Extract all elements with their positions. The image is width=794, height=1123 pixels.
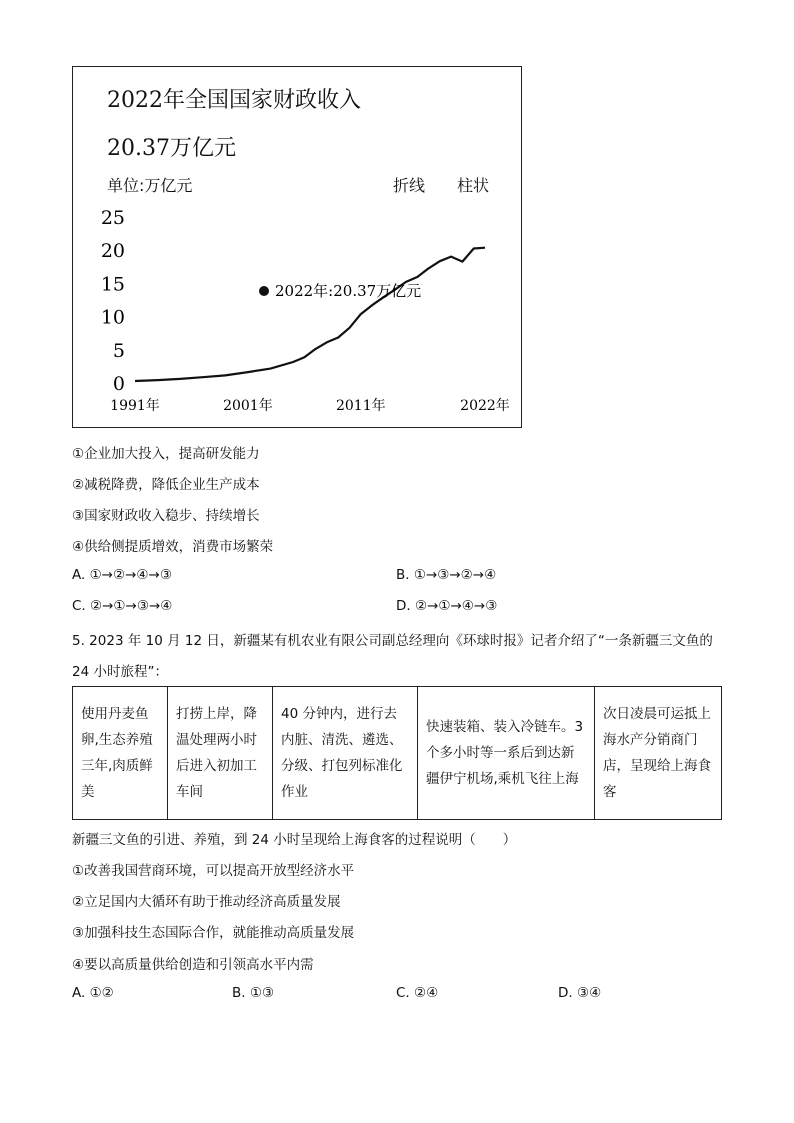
- option-3: ③国家财政收入稳步、持续增长: [72, 508, 260, 524]
- y-tick-label: 20: [100, 240, 125, 263]
- table-cell-1: 使用丹麦鱼卵,生态养殖三年,肉质鲜美: [73, 687, 168, 820]
- salmon-journey-table: [72, 686, 722, 820]
- table-cell-2: 打捞上岸，降温处理两小时后进入初加工车间: [168, 687, 273, 820]
- annotation-marker: [259, 286, 269, 296]
- y-tick-label: 10: [100, 306, 125, 329]
- q5-stem-line-2: 24 小时旅程”：: [72, 664, 168, 680]
- q5-option-2: ②立足国内大循环有助于推动经济高质量发展: [72, 894, 341, 910]
- option-2: ②减税降费，降低企业生产成本: [72, 477, 260, 493]
- x-tick-label: 1991年: [110, 398, 160, 414]
- q5-option-4: ④要以高质量供给创造和引领高水平内需: [72, 957, 314, 973]
- table-cell-4: 快速装箱、装入冷链车。3 个多小时等一系后到达新疆伊宁机场,乘机飞往上海: [418, 687, 595, 820]
- x-tick-label: 2011年: [335, 398, 386, 414]
- y-tick-label: 5: [112, 339, 125, 362]
- choice-a[interactable]: A. ①→②→④→③: [72, 567, 172, 583]
- table-cell-3: 40 分钟内，进行去内脏、清洗、遴选、分级、打包列标准化作业: [273, 687, 418, 820]
- choice-c[interactable]: C. ②→①→③→④: [72, 598, 173, 614]
- chart-title: 2022年全国国家财政收入: [107, 88, 361, 113]
- line-view-toggle[interactable]: 折线: [393, 176, 426, 195]
- x-tick-label: 2001年: [223, 398, 273, 414]
- q5-choice-d[interactable]: D. ③④: [558, 985, 602, 1001]
- q5-choice-b[interactable]: B. ①③: [232, 985, 275, 1001]
- chart-total-value: 20.37万亿元: [107, 136, 236, 161]
- annotation-label: 2022年:20.37万亿元: [275, 282, 422, 300]
- q5-option-1: ①改善我国营商环境，可以提高开放型经济水平: [72, 863, 355, 879]
- y-tick-label: 25: [100, 207, 125, 229]
- option-1: ①企业加大投入，提高研发能力: [72, 446, 260, 462]
- q5-choice-c[interactable]: C. ②④: [396, 985, 439, 1001]
- x-tick-label: 2022年: [460, 398, 510, 414]
- table-cell-5: 次日凌晨可运抵上海水产分销商门店，呈现给上海食客: [595, 687, 722, 820]
- option-4: ④供给侧提质增效，消费市场繁荣: [72, 539, 274, 555]
- q5-option-3: ③加强科技生态国际合作，就能推动高质量发展: [72, 925, 355, 941]
- y-tick-label: 0: [112, 373, 125, 395]
- revenue-series-line: [135, 248, 485, 381]
- chart-unit-label: 单位:万亿元: [107, 176, 193, 195]
- choice-d[interactable]: D. ②→①→④→③: [396, 598, 498, 614]
- choice-b[interactable]: B. ①→③→②→④: [396, 567, 497, 583]
- q5-choice-a[interactable]: A. ①②: [72, 985, 114, 1001]
- q5-question: 新疆三文鱼的引进、养殖，到 24 小时呈现给上海食客的过程说明（ ）: [72, 832, 517, 848]
- q5-stem-line-1: 5. 2023 年 10 月 12 日，新疆某有机农业有限公司副总经理向《环球时报》记者介绍了“一条新疆三文鱼的: [72, 633, 713, 649]
- revenue-chart-figure: [72, 66, 522, 428]
- bar-view-toggle[interactable]: 柱状: [457, 176, 490, 195]
- y-tick-label: 15: [100, 273, 125, 296]
- table-row: [73, 687, 722, 820]
- chart-plot-area: [73, 67, 521, 427]
